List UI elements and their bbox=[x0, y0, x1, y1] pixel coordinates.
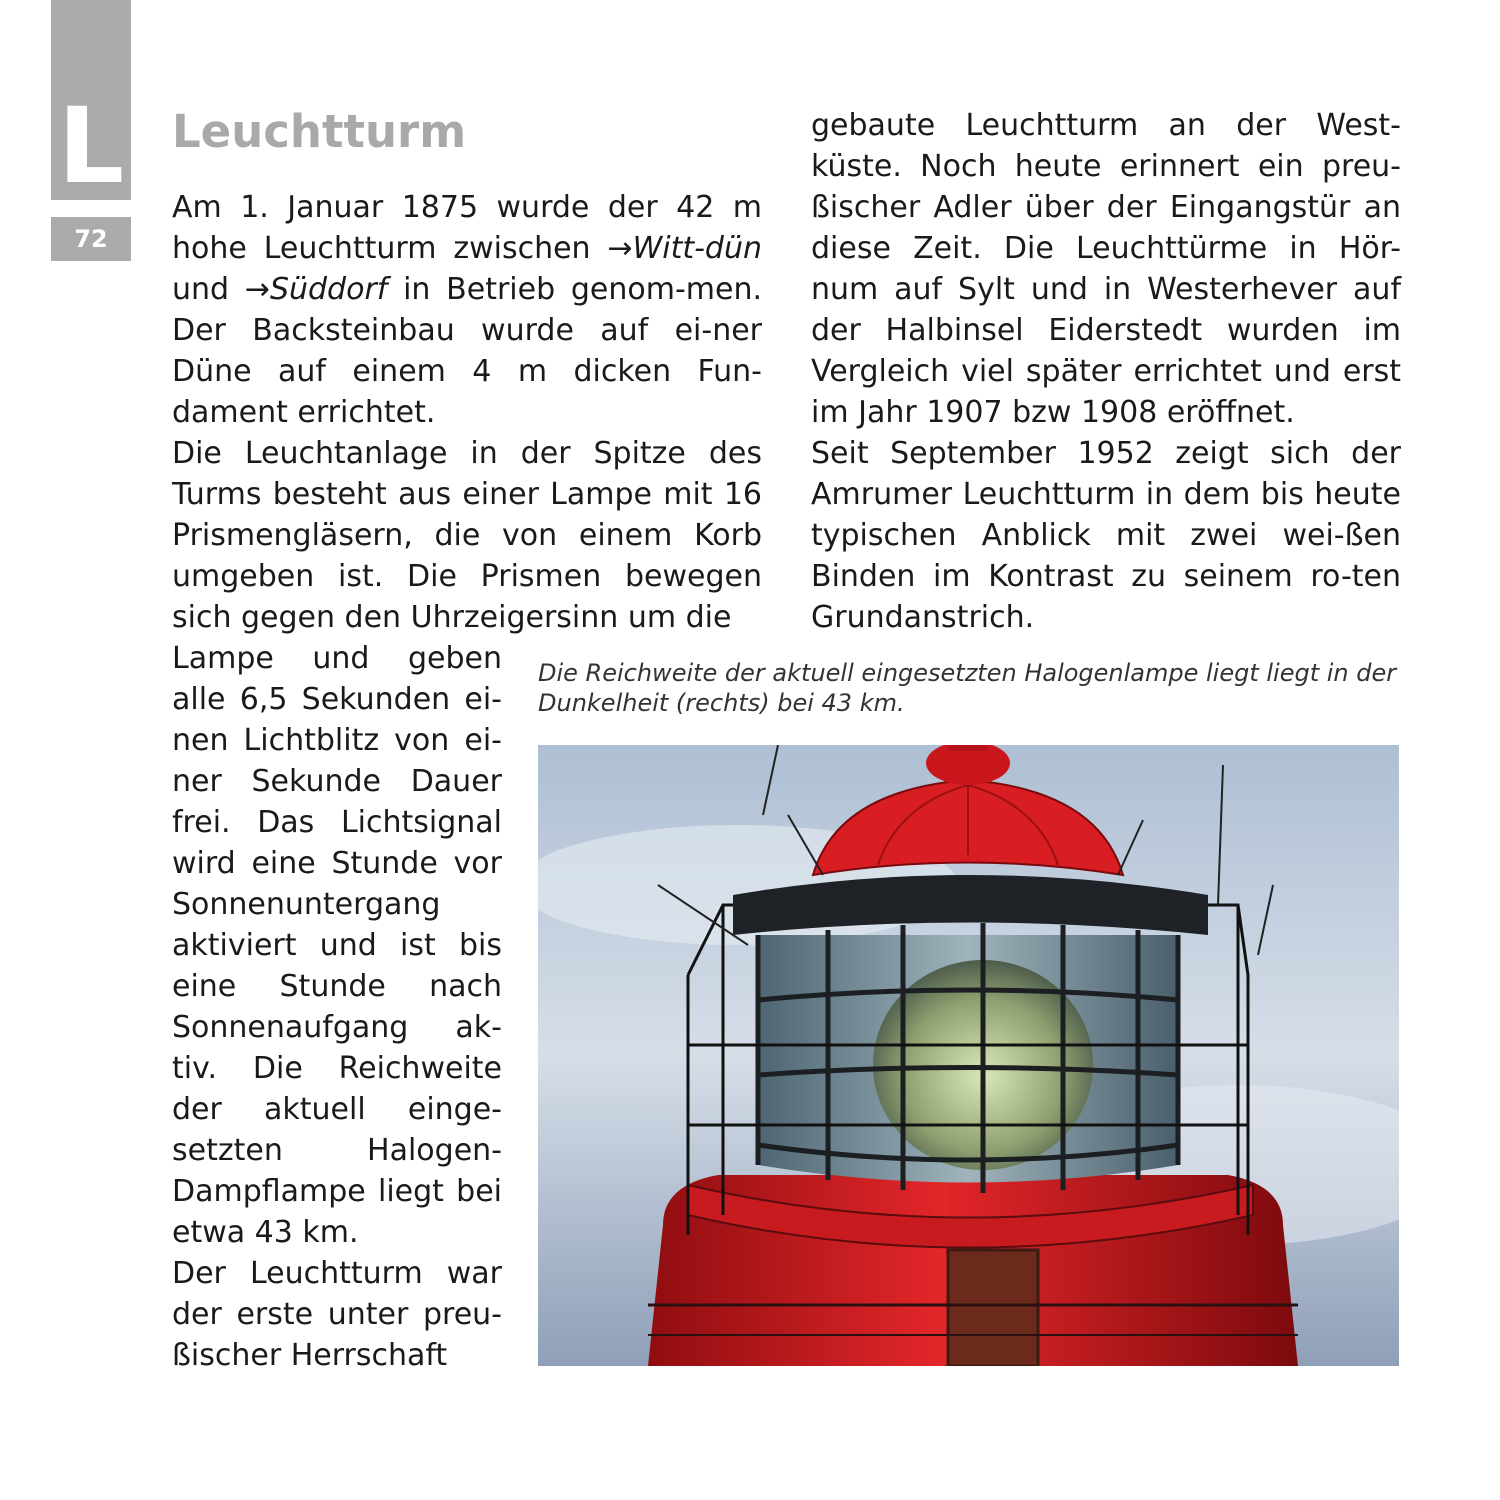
lighthouse-photo-illustration bbox=[538, 745, 1399, 1366]
page-title: Leuchtturm bbox=[172, 105, 467, 158]
arrow-reference-icon: → bbox=[244, 272, 270, 307]
paragraph-signal: Lampe und geben alle 6,5 Sekunden ei-nen Lichtblitz von ei-ner Sekunde Dauer frei. Das Lichtsignal wird eine Stunde vor Sonnenuntergang aktiviert und ist bis eine Stunde nach Sonnenaufgang ak-tiv. Die Reichweite der aktuell einge-setzten Halogen-Dampflampe liegt bei etwa 43 km. bbox=[172, 641, 502, 1250]
link-wittduen[interactable]: Witt-dün bbox=[632, 231, 762, 266]
arrow-reference-icon: → bbox=[607, 231, 633, 266]
paragraph-text: und bbox=[172, 272, 245, 307]
paragraph-history bbox=[172, 187, 762, 433]
photo-caption: Die Reichweite der aktuell eingesetzten Halogenlampe liegt liegt in der Dunkelheit (rechts) bei 43 km. bbox=[538, 659, 1397, 717]
paragraph-appearance: Seit September 1952 zeigt sich der Amrumer Leuchtturm in dem bis heute typischen Anblick mit zwei wei-ßen Binden im Kontrast zu seinem ro-ten Grundanstrich. bbox=[811, 436, 1401, 635]
paragraph-text: in Betrieb genom-men. Der Backsteinbau wurde auf ei-ner Düne auf einem 4 m dicken Fun-dament errichtet. bbox=[172, 272, 763, 430]
paragraph-first-lighthouse: Der Leuchtturm war der erste unter preu-ßischer Herrschaft bbox=[172, 1256, 502, 1373]
text-column-right bbox=[811, 105, 1401, 638]
tower-door bbox=[948, 1250, 1038, 1366]
link-sueddorf[interactable]: Süddorf bbox=[269, 272, 388, 307]
lighthouse-lantern-photo bbox=[538, 745, 1399, 1366]
paragraph-westcoast: gebaute Leuchtturm an der West-küste. Noch heute erinnert ein preu-ßischer Adler über der Eingangstür an diese Zeit. Die Leuchttürme in Hör-num auf Sylt und in Westerhever auf der Halbinsel Eiderstedt wurden im Vergleich viel später errichtet und erst im Jahr 1907 bzw 1908 eröffnet. bbox=[811, 108, 1401, 430]
paragraph-lamp: Die Leuchtanlage in der Spitze des Turms besteht aus einer Lampe mit 16 Prismengläsern, die von einem Korb umgeben ist. Die Prismen bewegen sich gegen den Uhrzeigersinn um die bbox=[172, 436, 762, 635]
section-letter-tab bbox=[51, 0, 131, 207]
paragraph-text: Am 1. Januar 1875 wurde der 42 m hohe Leuchtturm zwischen bbox=[172, 190, 762, 266]
page-number: 72 bbox=[51, 217, 131, 261]
text-column-narrow bbox=[172, 638, 502, 1376]
section-letter: L bbox=[57, 85, 125, 207]
text-column-left bbox=[172, 187, 762, 638]
